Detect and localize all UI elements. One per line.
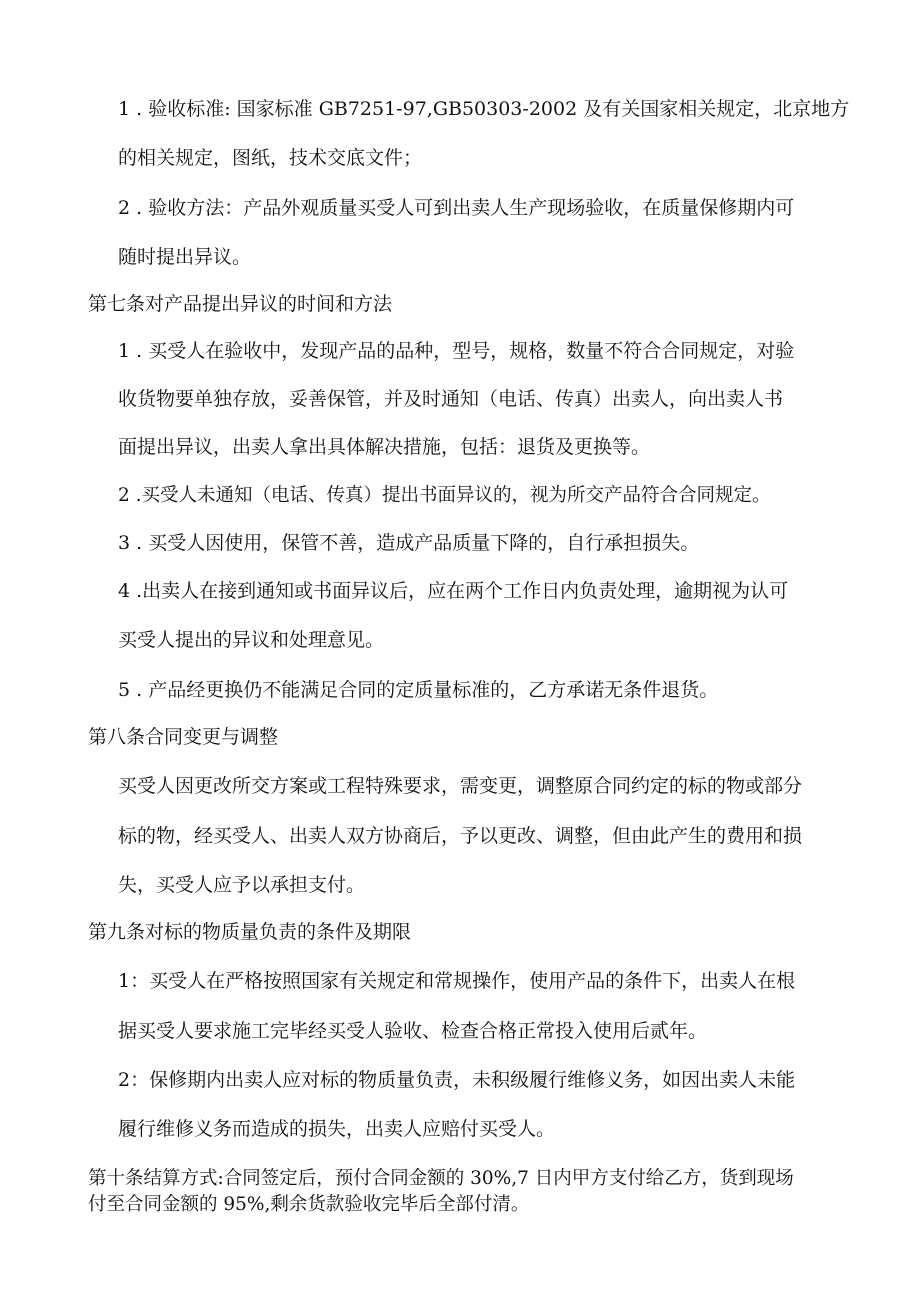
article-8-para-line-2: 标的物，经买受人、出卖人双方协商后，予以更改、调整，但由此产生的费用和损 — [118, 825, 803, 847]
acceptance-method-line-1: 2 . 验收方法：产品外观质量买受人可到出卖人生产现场验收，在质量保修期内可 — [118, 197, 795, 219]
article-7-heading: 第七条对产品提出异议的时间和方法 — [88, 293, 393, 315]
article-8-heading: 第八条合同变更与调整 — [88, 726, 279, 748]
article-8-para-line-3: 失，买受人应予以承担支付。 — [118, 874, 366, 896]
article-9-item-2-line-1: 2：保修期内出卖人应对标的物质量负责，未积级履行维修义务，如因出卖人未能 — [118, 1069, 796, 1091]
article-7-item-3: 3 . 买受人因使用，保管不善，造成产品质量下降的，自行承担损失。 — [118, 532, 700, 554]
acceptance-standard-line-1: 1 . 验收标准: 国家标准 GB7251-97,GB50303-2002 及有关国家相关规定，北京地方 — [118, 98, 850, 120]
article-7-item-2: 2 .买受人未通知（电话、传真）提出书面异议的，视为所交产品符合合同规定。 — [118, 485, 771, 506]
article-9-item-1-line-2: 据买受人要求施工完毕经买受人验收、检查合格正常投入使用后贰年。 — [118, 1020, 708, 1042]
acceptance-standard-line-2: 的相关规定，图纸，技术交底文件； — [118, 147, 423, 169]
article-8-para-line-1: 买受人因更改所交方案或工程特殊要求，需变更，调整原合同约定的标的物或部分 — [118, 775, 803, 797]
acceptance-method-line-2: 随时提出异议。 — [118, 246, 252, 268]
article-9-heading: 第九条对标的物质量负责的条件及期限 — [88, 921, 412, 943]
article-10-line-2: 付至合同金额的 95%,剩余货款验收完毕后全部付清。 — [88, 1194, 530, 1215]
article-9-item-1-line-1: 1：买受人在严格按照国家有关规定和常规操作，使用产品的条件下，出卖人在根 — [118, 970, 796, 992]
article-7-item-1-line-3: 面提出异议，出卖人拿出具体解决措施，包括：退货及更换等。 — [118, 436, 651, 458]
article-10-line-1: 第十条结算方式:合同签定后，预付合同金额的 30%,7 日内甲方支付给乙方，货到现场 — [88, 1168, 794, 1189]
article-7-item-1-line-2: 收货物要单独存放，妥善保管，并及时通知（电话、传真）出卖人，向出卖人书 — [118, 388, 784, 410]
article-7-item-5: 5 . 产品经更换仍不能满足合同的定质量标准的，乙方承诺无条件退货。 — [118, 679, 719, 701]
article-9-item-2-line-2: 履行维修义务而造成的损失，出卖人应赔付买受人。 — [118, 1118, 556, 1140]
article-7-item-1-line-1: 1 . 买受人在验收中，发现产品的品种，型号，规格，数量不符合合同规定，对验 — [118, 340, 795, 362]
article-7-item-4-line-1: 4 .出卖人在接到通知或书面异议后，应在两个工作日内负责处理，逾期视为认可 — [118, 580, 789, 602]
article-7-item-4-line-2: 买受人提出的异议和处理意见。 — [118, 629, 385, 651]
